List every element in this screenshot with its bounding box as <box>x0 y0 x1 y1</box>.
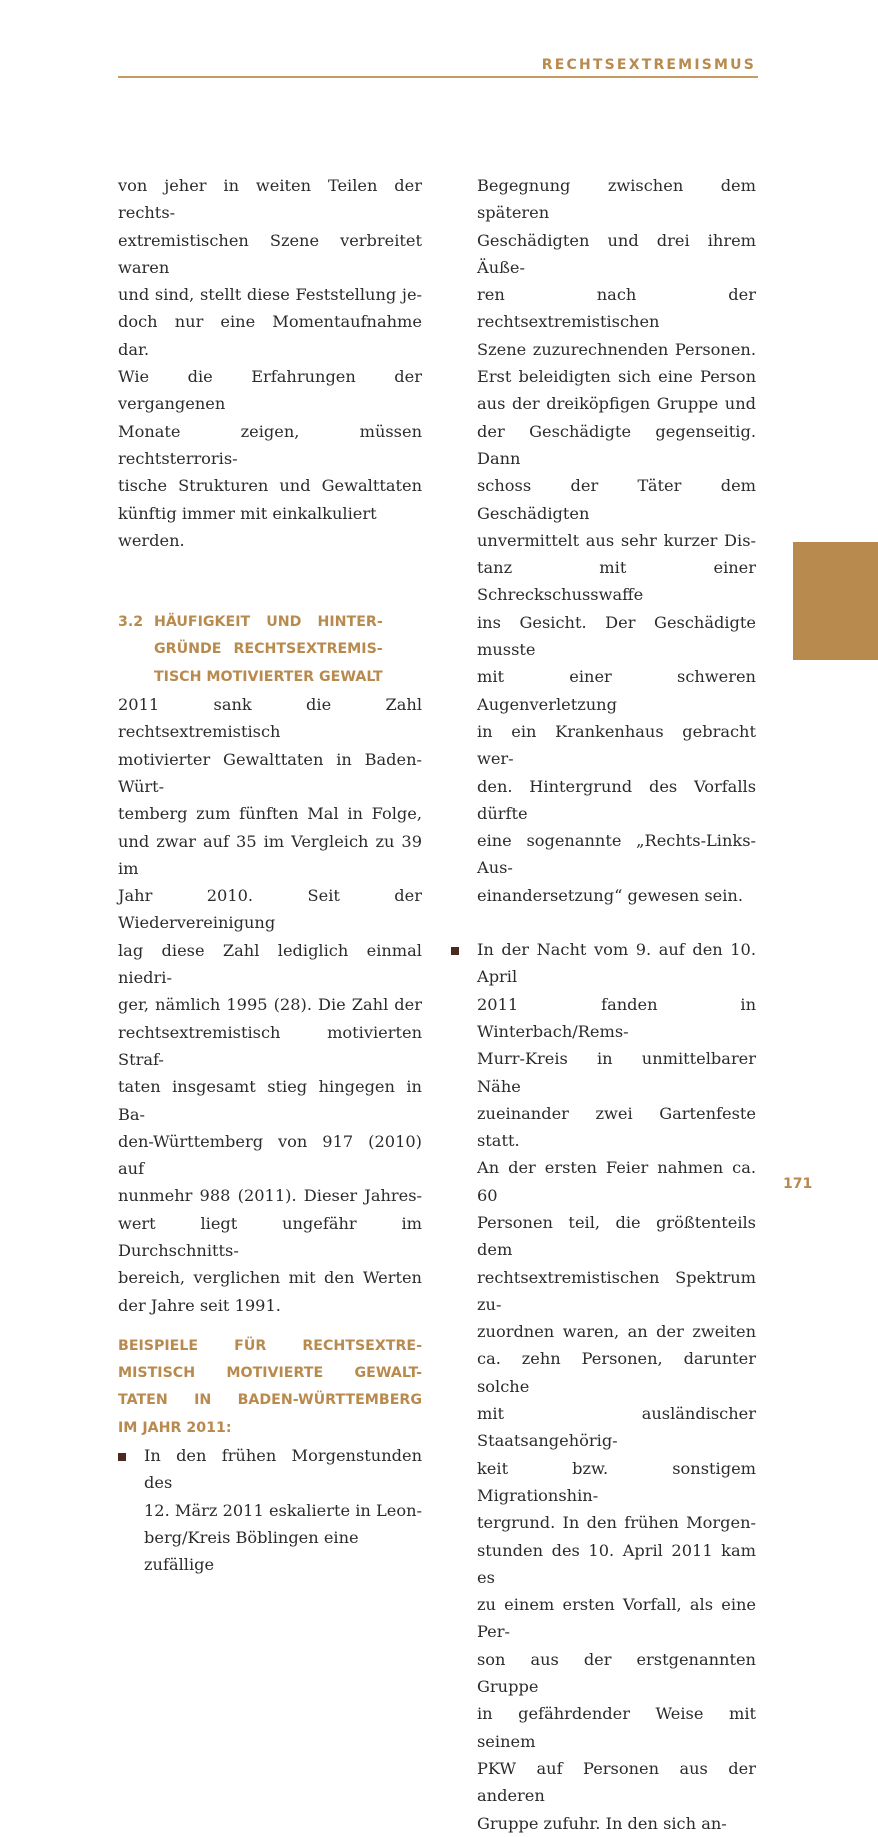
intro-paragraph <box>118 172 422 554</box>
text-line: BEISPIELE FÜR RECHTSEXTRE- <box>118 1337 422 1354</box>
text-line: 12. März 2011 eskalierte in Leon- <box>144 1500 422 1520</box>
chapter-side-tab <box>793 542 878 660</box>
text-line: Wie die Erfahrungen der vergangenen <box>118 367 422 414</box>
bullet-item-1-continued <box>451 172 756 909</box>
text-line: stunden des 10. April 2011 kam es <box>477 1540 756 1587</box>
text-line: und zwar auf 35 im Vergleich zu 39 im <box>118 831 422 878</box>
text-line: und sind, stellt diese Feststellung je- <box>118 285 422 305</box>
text-line: son aus der erstgenannten Gruppe <box>477 1649 756 1697</box>
text-line: 2011 fanden in Winterbach/Rems- <box>477 994 756 1041</box>
bullet-2-text <box>477 936 756 1837</box>
text-line: schoss der Täter dem Geschädigten <box>477 476 756 523</box>
text-line: Gruppe zufuhr. In den sich an- <box>477 1813 727 1833</box>
text-line: MISTISCH MOTIVIERTE GEWALT- <box>118 1365 422 1382</box>
text-line: GRÜNDE RECHTSEXTREMIS- <box>154 641 383 658</box>
text-line: unvermittelt aus sehr kurzer Dis- <box>477 530 756 550</box>
text-line: ins Gesicht. Der Geschädigte musste <box>477 612 756 660</box>
text-line: mit ausländischer Staatsangehörig- <box>477 1404 756 1451</box>
bullet-square-icon <box>118 1442 144 1578</box>
text-line: zu einem ersten Vorfall, als eine Per- <box>477 1595 756 1642</box>
bullet-1-text <box>144 1442 422 1578</box>
text-line: Begegnung zwischen dem späteren <box>477 176 756 223</box>
text-line: IM JAHR 2011: <box>118 1419 232 1436</box>
text-line: Monate zeigen, müssen rechtsterroris- <box>118 421 422 468</box>
text-line: der Jahre seit 1991. <box>118 1295 281 1315</box>
text-line: doch nur eine Momentaufnahme dar. <box>118 312 422 359</box>
text-line: ren nach der rechtsextremistischen <box>477 285 756 332</box>
text-line: keit bzw. sonstigem Migrationshin- <box>477 1458 756 1505</box>
text-line: wert liegt ungefähr im Durchschnitts- <box>118 1213 422 1260</box>
text-line: zuordnen waren, an der zweiten <box>477 1322 756 1342</box>
text-line: TATEN IN BADEN-WÜRTTEMBERG <box>118 1392 422 1409</box>
examples-heading <box>118 1333 422 1442</box>
text-line: tanz mit einer Schreckschusswaffe <box>477 558 756 605</box>
text-line: 2011 sank die Zahl rechtsextremistisch <box>118 695 422 742</box>
left-column <box>118 172 422 1579</box>
text-line: bereich, verglichen mit den Werten <box>118 1268 422 1288</box>
text-line: Geschädigten und drei ihrem Äuße- <box>477 230 756 277</box>
text-line: In der Nacht vom 9. auf den 10. April <box>477 940 756 987</box>
text-line: ca. zehn Personen, darunter solche <box>477 1349 756 1396</box>
text-line: einandersetzung“ gewesen sein. <box>477 885 743 905</box>
text-line: rechtsextremistisch motivierten Straf- <box>118 1022 422 1069</box>
text-line: Szene zuzurechnenden Personen. <box>477 339 756 359</box>
text-line: ger, nämlich 1995 (28). Die Zahl der <box>118 995 422 1015</box>
text-line: mit einer schweren Augenverletzung <box>477 667 756 714</box>
text-line: rechtsextremistischen Spektrum zu- <box>477 1267 756 1314</box>
text-line: HÄUFIGKEIT UND HINTER- <box>154 614 383 631</box>
text-line: temberg zum fünften Mal in Folge, <box>118 804 422 824</box>
running-header-title: RECHTSEXTREMISMUS <box>541 57 756 73</box>
text-line: Erst beleidigten sich eine Person <box>477 367 756 387</box>
text-line: den-Württemberg von 917 (2010) auf <box>118 1131 422 1179</box>
header-divider <box>118 76 758 78</box>
text-line: extremistischen Szene verbreitet waren <box>118 230 422 277</box>
text-line: In den frühen Morgenstunden des <box>144 1446 422 1493</box>
section-paragraph <box>118 691 422 1319</box>
text-line: eine sogenannte „Rechts-Links-Aus- <box>477 831 756 878</box>
text-line: tergrund. In den frühen Morgen- <box>477 1513 756 1533</box>
text-line: An der ersten Feier nahmen ca. 60 <box>477 1158 756 1205</box>
text-line: zueinander zwei Gartenfeste statt. <box>477 1103 756 1151</box>
bullet-item-1 <box>118 1442 422 1578</box>
text-line: Personen teil, die größtenteils dem <box>477 1212 756 1260</box>
text-line: PKW auf Personen aus der anderen <box>477 1758 756 1806</box>
text-line: von jeher in weiten Teilen der rechts- <box>118 176 422 223</box>
text-line: künftig immer mit einkalkuliert werden. <box>118 503 377 550</box>
text-line: der Geschädigte gegenseitig. Dann <box>477 421 756 468</box>
right-column <box>451 172 756 1837</box>
text-line: nunmehr 988 (2011). Dieser Jahres- <box>118 1186 422 1206</box>
text-line: taten insgesamt stieg hingegen in Ba- <box>118 1077 422 1124</box>
bullet-1-continued-text <box>477 172 756 909</box>
text-line: Jahr 2010. Seit der Wiedervereinigung <box>118 886 422 933</box>
bullet-item-2 <box>451 936 756 1837</box>
text-line: TISCH MOTIVIERTER GEWALT <box>154 668 383 685</box>
text-line: lag diese Zahl lediglich einmal niedri- <box>118 940 422 988</box>
section-heading <box>118 609 422 691</box>
text-line: in gefährdender Weise mit seinem <box>477 1704 756 1751</box>
section-number: 3.2 <box>118 614 144 631</box>
text-line: in ein Krankenhaus gebracht wer- <box>477 721 756 769</box>
text-line: motivierter Gewalttaten in Baden-Würt- <box>118 749 422 796</box>
section-title <box>154 609 383 691</box>
page-number: 171 <box>783 1176 813 1192</box>
text-line: aus der dreiköpfigen Gruppe und <box>477 394 756 414</box>
text-line: Murr-Kreis in unmittelbarer Nähe <box>477 1049 756 1096</box>
bullet-square-icon <box>451 936 477 1837</box>
text-line: den. Hintergrund des Vorfalls dürfte <box>477 776 756 823</box>
text-line: berg/Kreis Böblingen eine zufällige <box>144 1527 359 1575</box>
text-line: tische Strukturen und Gewalttaten <box>118 476 422 496</box>
